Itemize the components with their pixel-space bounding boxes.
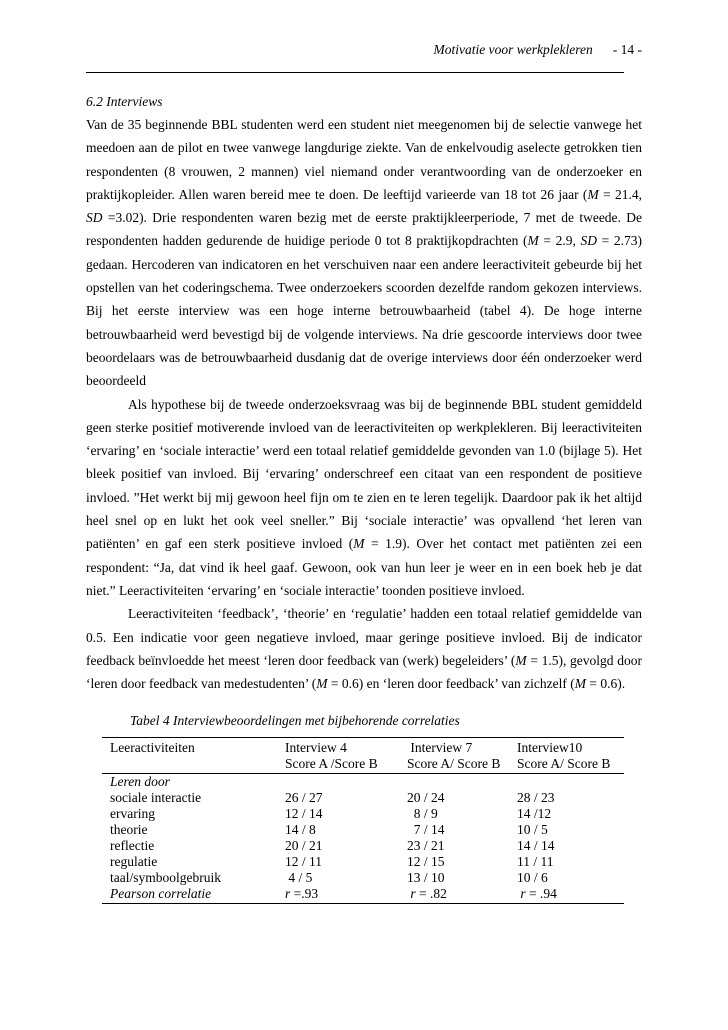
paragraph-text: Van de 35 beginnende BBL studenten werd een student niet meegenomen bij de selectie vanwege het meedoen aan de pilot en twee vanwege langdurige ziekte. Van de enkelvoudig aselecte getrokken tien respondenten (8 vrouwen, 2 mannen) viel niemand onder verantwoording van de onderzoeker en praktijkopleider. Allen waren bereid mee te doen. De leeftijd varieerde van 18 tot 26 jaar (	[86, 117, 642, 202]
table-cell: regulatie	[110, 854, 158, 869]
column-subheader: Score A/ Score B	[399, 756, 509, 774]
paragraph-text: = 21.4,	[598, 186, 642, 202]
table-header-row	[102, 738, 624, 757]
paragraph-text: = 0.6) en ‘leren door feedback’ van zichzelf (	[327, 676, 575, 692]
section-heading: 6.2 Interviews	[86, 94, 163, 109]
table-subheader-row	[102, 756, 624, 774]
stat-symbol: SD	[580, 233, 597, 249]
table-row	[102, 806, 624, 822]
column-subheader: Score A/ Score B	[509, 756, 624, 774]
stat-symbol: M	[587, 186, 599, 202]
header-title: Motivatie voor werkplekleren	[433, 42, 593, 57]
correlation-value: = .94	[525, 886, 557, 901]
table-cell: 12 / 15	[407, 854, 445, 869]
table-cell: 28 / 23	[517, 790, 555, 805]
table-cell: 14 / 14	[517, 838, 555, 853]
table-cell: 8 / 9	[407, 806, 438, 821]
stat-symbol: r	[285, 886, 291, 901]
stat-symbol: M	[515, 652, 527, 668]
column-header: Interview 4	[277, 738, 399, 757]
stat-symbol: M	[574, 676, 586, 692]
column-header: Interview10	[509, 738, 624, 757]
correlation-value: = .82	[415, 886, 447, 901]
paragraph-text: = 2.9,	[538, 233, 581, 249]
paragraph-2	[86, 393, 642, 603]
stat-symbol: M	[316, 676, 328, 692]
correlation-value: =.93	[290, 886, 319, 901]
table-cell: 26 / 27	[285, 790, 323, 805]
table-cell: 14 / 8	[285, 822, 316, 837]
table-row	[102, 870, 624, 886]
table-row	[102, 854, 624, 870]
paragraph-text: =3.02). Drie respondenten waren bezig met de eerste praktijkleerperiode, 7 met de tweede. De respondenten hadden gedurende de huidige periode 0 tot 8 praktijkopdrachten (	[86, 210, 642, 249]
group-label: Leren door	[110, 774, 170, 789]
table-cell: 10 / 6	[517, 870, 548, 885]
table-cell: reflectie	[110, 838, 155, 853]
paragraph-text: = 2.73) gedaan. Hercoderen van indicatoren en het verschuiven naar een andere leeractiviteit gebeurde bij het opstellen van het coderingschema. Twee onderzoekers scoorden dezelfde random gekozen interviews. Bij het eerste interview was een hoge interne betrouwbaarheid (tabel 4). De hoge interne betrouwbaarheid werd bevestigd bij de volgende interviews. Na drie gescoorde interviews door twee beoordelaars was de betrouwbaarheid dusdanig dat de overige interviews door één onderzoeker werd beoordeeld	[86, 233, 643, 389]
table-cell: ervaring	[110, 806, 155, 821]
stat-symbol: r	[407, 886, 416, 901]
stat-symbol: M	[527, 233, 539, 249]
table-cell: 10 / 5	[517, 822, 548, 837]
paragraph-text: = 1.5), gevolgd door ‘leren door feedback van medestudenten’ (	[86, 652, 642, 692]
table-cell: 20 / 21	[285, 838, 323, 853]
table-cell: 20 / 24	[407, 790, 445, 805]
table-cell: theorie	[110, 822, 148, 837]
table-cell: 12 / 11	[285, 854, 322, 869]
body-text	[86, 113, 642, 695]
table-group-row	[102, 774, 624, 791]
table-cell: 14 /12	[517, 806, 552, 821]
table-cell: 7 / 14	[407, 822, 445, 837]
column-subheader: Score A /Score B	[277, 756, 399, 774]
table-caption: Tabel 4 Interviewbeoordelingen met bijbehorende correlaties	[130, 713, 460, 728]
column-subheader	[102, 756, 277, 774]
correlation-label: Pearson correlatie	[102, 886, 277, 904]
stat-symbol: SD	[86, 210, 103, 226]
table-cell: 13 / 10	[407, 870, 445, 885]
paragraph-text: Leeractiviteiten ‘feedback’, ‘theorie’ en ‘regulatie’ hadden een totaal relatief gemiddelde van 0.5. Een indicatie voor geen negatieve invloed, maar geringe positieve invloed. Bij de indicator feedback beïnvloedde het meest ‘leren door feedback van (werk) begeleiders’ (	[86, 606, 642, 668]
header-rule	[86, 72, 624, 73]
table-cell: 11 / 11	[517, 854, 554, 869]
table-row	[102, 790, 624, 806]
correlation-row	[102, 886, 624, 904]
stat-symbol: M	[353, 536, 365, 552]
table-cell: 23 / 21	[407, 838, 445, 853]
paragraph-1	[86, 113, 642, 393]
correlation-cell	[277, 886, 399, 904]
page-number: - 14 -	[612, 42, 642, 57]
column-header: Interview 7	[399, 738, 509, 757]
table-cell: taal/symboolgebruik	[110, 870, 221, 885]
correlation-cell	[399, 886, 509, 904]
column-header: Leeractiviteiten	[102, 738, 277, 757]
table-row	[102, 838, 624, 854]
table-cell: 4 / 5	[285, 870, 313, 885]
paragraph-text: Als hypothese bij de tweede onderzoeksvraag was bij de beginnende BBL student gemiddeld geen sterke positief motiverende invloed van de leeractiviteiten op werkplekleren. Bij leeractiviteiten ‘ervaring’ en ‘sociale interactie’ werd een totaal relatief gemiddelde gevonden van 1.0 (bijlage 5). Het bleek positief van invloed. Bij ‘ervaring’ onderschreef een citaat van een respondent de positieve invloed. ”Het werkt bij mij gewoon heel fijn om te zien en te leren tegelijk. Daardoor pak ik het altijd heel snel op en lukt het ook veel sneller.” Bij ‘sociale interactie’ was opvallend ‘het leren van patiënten’ en gaf een sterk positieve invloed (	[86, 396, 642, 552]
paragraph-3	[86, 602, 642, 695]
table-row	[102, 822, 624, 838]
table-cell: sociale interactie	[110, 790, 202, 805]
paragraph-text: = 1.9). Over het contact met patiënten zei een respondent: “Ja, dat vind ik heel gaaf. Gewoon, ook van hun leer je weer en in een boek heb je dat niet.” Leeractiviteiten ‘ervaring’ en ‘sociale interactie’ toonden positieve invloed.	[86, 536, 643, 598]
table-cell: 12 / 14	[285, 806, 323, 821]
interview-table	[102, 737, 624, 904]
paragraph-text: = 0.6).	[586, 676, 626, 692]
running-header	[434, 42, 642, 58]
correlation-cell	[509, 886, 624, 904]
stat-symbol: r	[517, 886, 526, 901]
